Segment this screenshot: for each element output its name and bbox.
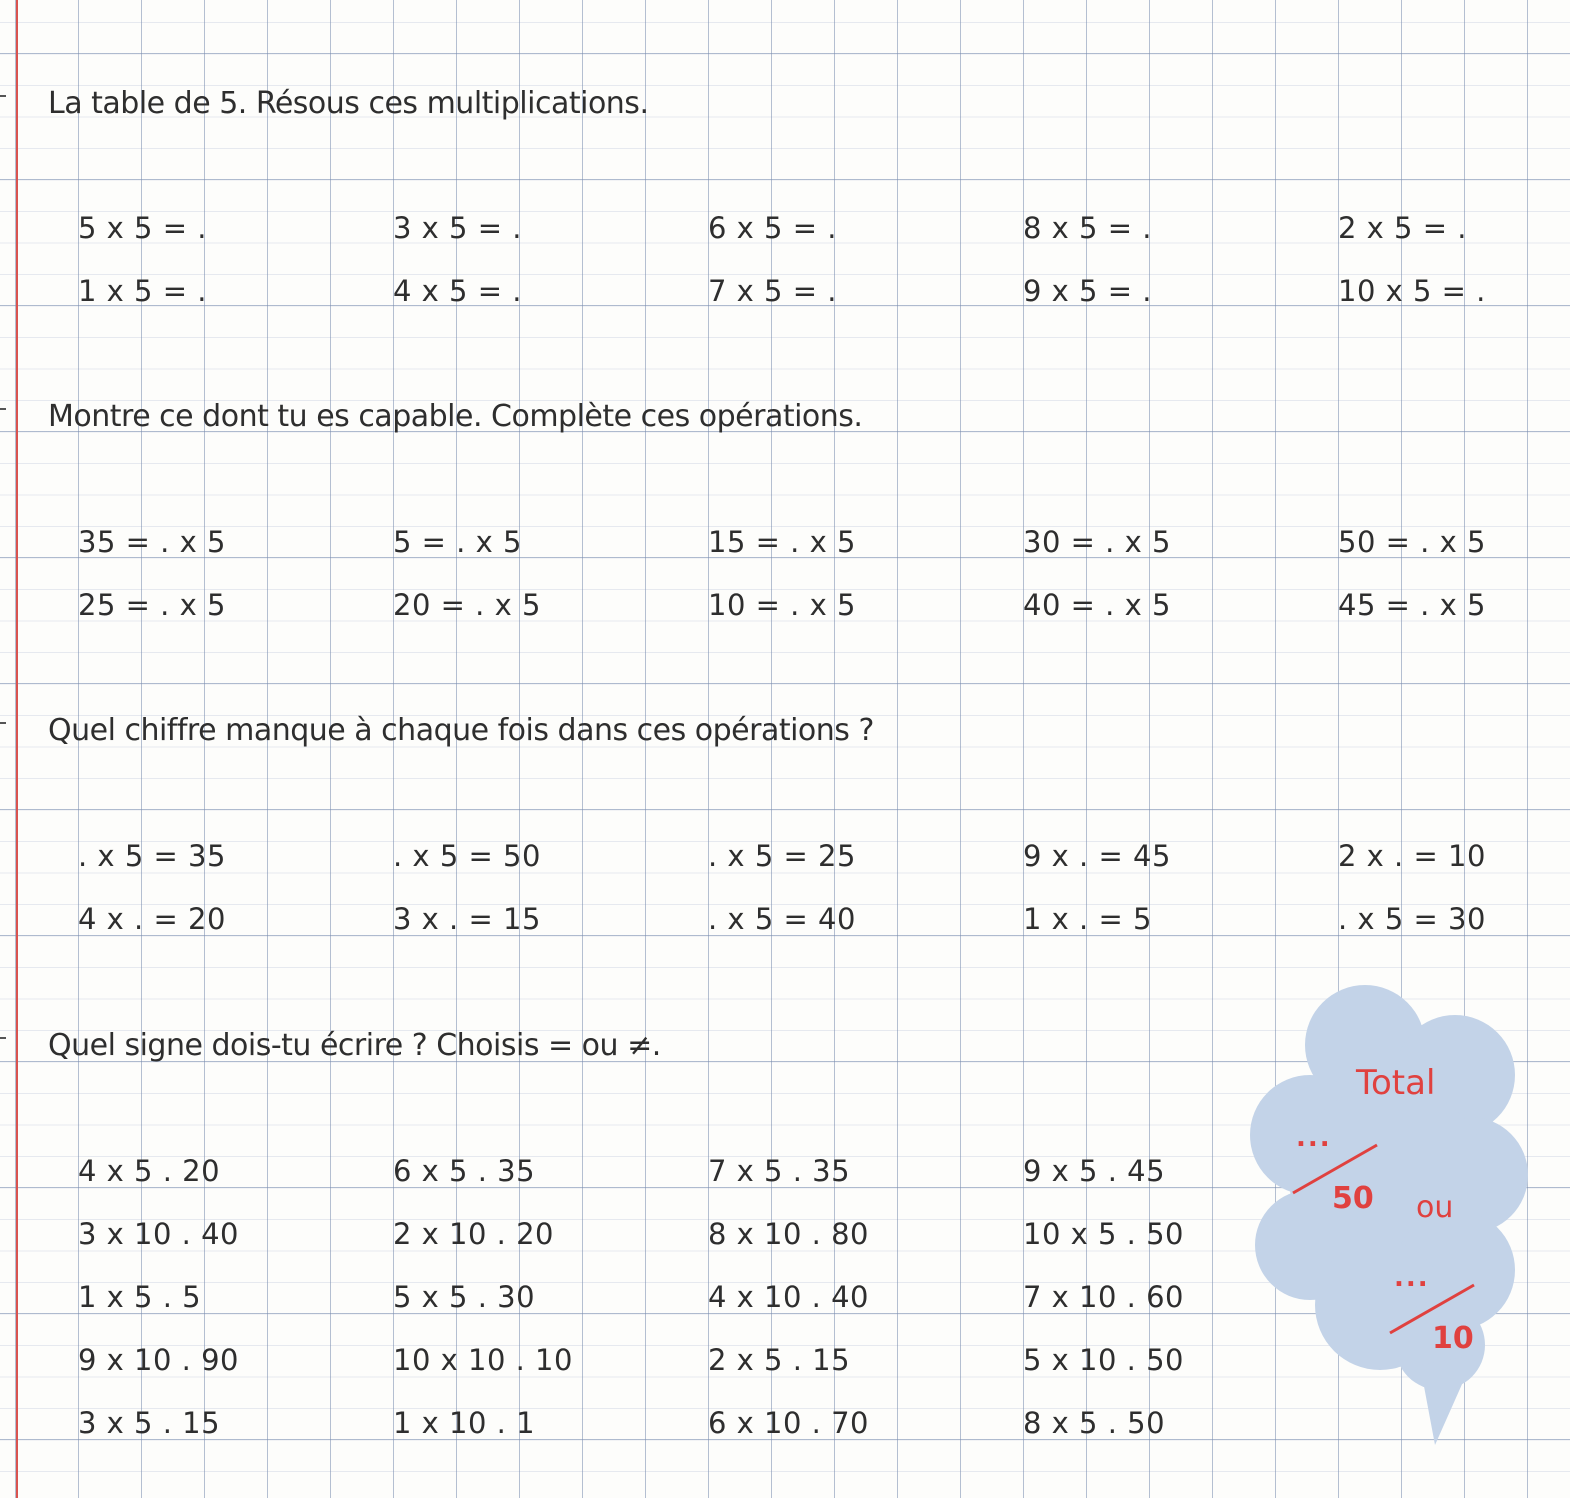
section-tick [0,1037,6,1039]
exercise-item[interactable]: 30 = . x 5 [1023,525,1171,559]
exercise-item[interactable]: 3 x 5 . 15 [78,1406,221,1440]
exercise-item[interactable]: 3 x 10 . 40 [78,1217,240,1251]
exercise-item[interactable]: 6 x 10 . 70 [708,1406,870,1440]
exercise-item[interactable]: 2 x . = 10 [1338,839,1486,873]
exercise-item[interactable]: 5 = . x 5 [393,525,522,559]
exercise-item[interactable]: 9 x 10 . 90 [78,1343,240,1377]
instruction-3: Quel chiffre manque à chaque fois dans ces opérations ? [48,713,874,748]
exercise-item[interactable]: 6 x 5 . 35 [393,1154,536,1188]
exercise-item[interactable]: 45 = . x 5 [1338,588,1486,622]
exercise-item[interactable]: 25 = . x 5 [78,588,226,622]
exercise-item[interactable]: . x 5 = 30 [1338,902,1486,936]
section-tick [0,95,6,97]
exercise-item[interactable]: 40 = . x 5 [1023,588,1171,622]
exercise-item[interactable]: 4 x 5 . 20 [78,1154,221,1188]
score-max-50: 50 [1332,1181,1374,1216]
ou-label: ou [1416,1190,1454,1225]
exercise-item[interactable]: 8 x 10 . 80 [708,1217,870,1251]
exercise-item[interactable]: 4 x 10 . 40 [708,1280,870,1314]
exercise-item[interactable]: 4 x 5 = . [393,274,522,308]
exercise-item[interactable]: . x 5 = 35 [78,839,226,873]
instruction-1: La table de 5. Résous ces multiplications. [48,86,649,121]
exercise-item[interactable]: 3 x . = 15 [393,902,541,936]
exercise-item[interactable]: 50 = . x 5 [1338,525,1486,559]
exercise-item[interactable]: 10 = . x 5 [708,588,856,622]
exercise-item[interactable]: 9 x 5 . 45 [1023,1154,1166,1188]
section-tick [0,722,6,724]
exercise-item[interactable]: 8 x 5 . 50 [1023,1406,1166,1440]
exercise-item[interactable]: 8 x 5 = . [1023,211,1152,245]
exercise-item[interactable]: 20 = . x 5 [393,588,541,622]
exercise-item[interactable]: 10 x 5 . 50 [1023,1217,1185,1251]
exercise-item[interactable]: 1 x 10 . 1 [393,1406,536,1440]
exercise-item[interactable]: 2 x 5 = . [1338,211,1467,245]
fraction-bar-icon [1240,985,1540,1455]
section-tick [0,408,6,410]
exercise-item[interactable]: 2 x 10 . 20 [393,1217,555,1251]
exercise-item[interactable]: 1 x 5 . 5 [78,1280,202,1314]
exercise-item[interactable]: . x 5 = 25 [708,839,856,873]
exercise-item[interactable]: 7 x 5 = . [708,274,837,308]
exercise-item[interactable]: 35 = . x 5 [78,525,226,559]
total-label: Total [1356,1063,1436,1103]
exercise-item[interactable]: 1 x . = 5 [1023,902,1152,936]
exercise-item[interactable]: 7 x 5 . 35 [708,1154,851,1188]
exercise-item[interactable]: 3 x 5 = . [393,211,522,245]
exercise-item[interactable]: 10 x 5 = . [1338,274,1486,308]
exercise-item[interactable]: 5 x 10 . 50 [1023,1343,1185,1377]
exercise-item[interactable]: 7 x 10 . 60 [1023,1280,1185,1314]
exercise-item[interactable]: 6 x 5 = . [708,211,837,245]
score-dots: ... [1394,1263,1430,1293]
exercise-item[interactable]: 1 x 5 = . [78,274,207,308]
exercise-item[interactable]: . x 5 = 40 [708,902,856,936]
score-bubble [1240,985,1540,1455]
exercise-item[interactable]: 9 x . = 45 [1023,839,1171,873]
instruction-2: Montre ce dont tu es capable. Complète ces opérations. [48,399,863,434]
exercise-item[interactable]: 10 x 10 . 10 [393,1343,573,1377]
exercise-item[interactable]: 4 x . = 20 [78,902,226,936]
exercise-item[interactable]: . x 5 = 50 [393,839,541,873]
score-dots: ... [1296,1123,1332,1153]
score-max-10: 10 [1432,1321,1474,1356]
exercise-item[interactable]: 15 = . x 5 [708,525,856,559]
exercise-item[interactable]: 5 x 5 . 30 [393,1280,536,1314]
exercise-item[interactable]: 2 x 5 . 15 [708,1343,851,1377]
margin-line [16,0,18,1498]
instruction-4: Quel signe dois-tu écrire ? Choisis = ou ≠. [48,1028,661,1063]
exercise-item[interactable]: 5 x 5 = . [78,211,207,245]
exercise-item[interactable]: 9 x 5 = . [1023,274,1152,308]
